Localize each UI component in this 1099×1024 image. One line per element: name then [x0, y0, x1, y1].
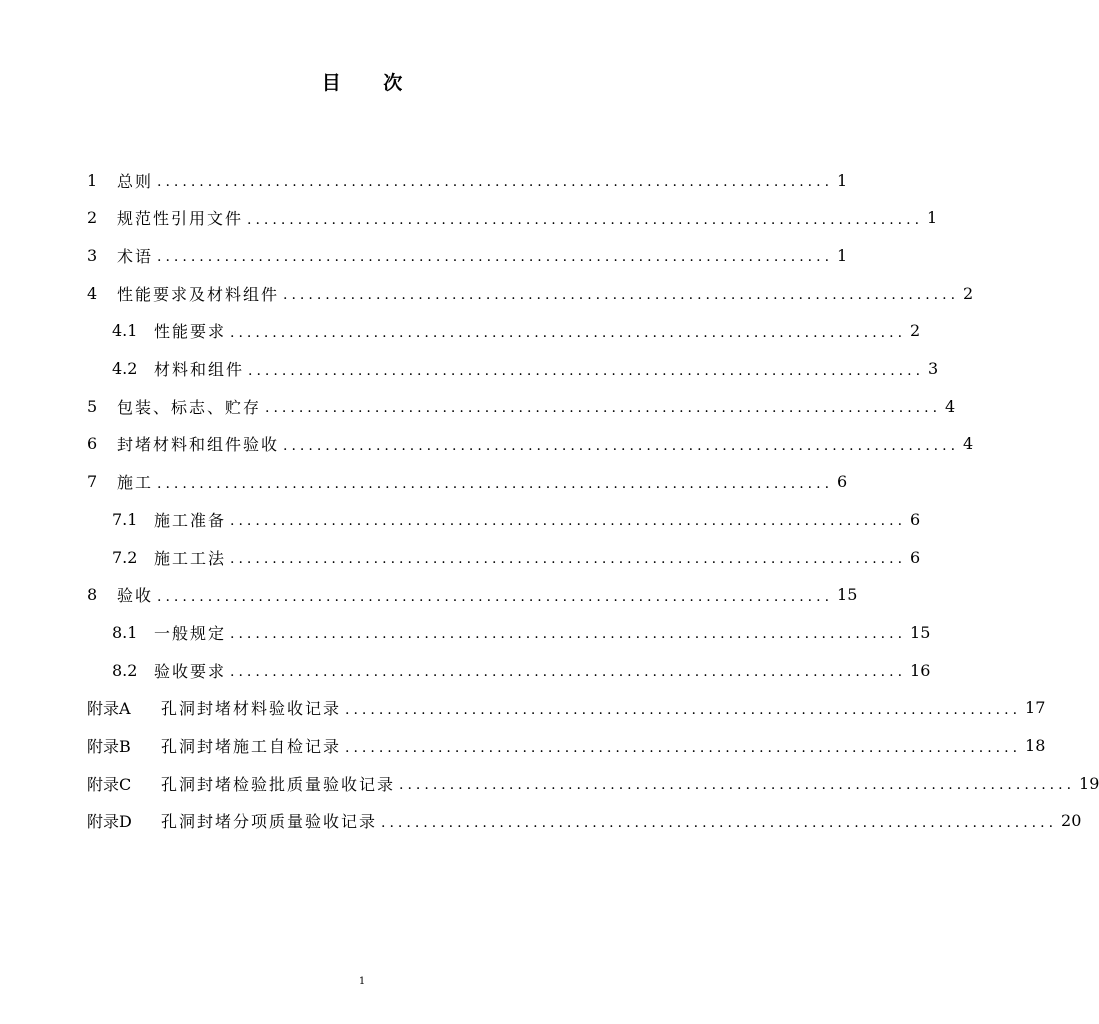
toc-entry-page: 6: [910, 547, 921, 567]
toc-dot-leader: ................................................................................: [345, 739, 1022, 756]
toc-entry-number: 附录B: [87, 737, 131, 756]
toc-entry-title: 施工工法: [154, 548, 227, 568]
toc-entry-page: 18: [1025, 736, 1046, 755]
toc-entry-title: 材料和组件: [154, 360, 245, 379]
toc-entry[interactable]: [87, 427, 974, 461]
toc-entry[interactable]: [87, 276, 974, 310]
toc-entry-page: 3: [928, 359, 939, 378]
toc-dot-leader: ................................................................................: [230, 513, 907, 530]
toc-entry-number: 7.1: [112, 509, 138, 529]
toc-entry-title: 一般规定: [154, 623, 227, 643]
toc-entry-number: 8.2: [112, 660, 138, 680]
toc-entry-title: 封堵材料和组件验收: [117, 435, 280, 455]
toc-entry-page: 2: [963, 283, 974, 303]
toc-entry-page: 20: [1061, 811, 1082, 831]
toc-dot-leader: ................................................................................: [230, 551, 907, 567]
toc-entry-number: 1: [87, 170, 98, 190]
toc-entry[interactable]: [87, 163, 848, 197]
toc-dot-leader: ................................................................................: [283, 437, 960, 454]
toc-dot-leader: ................................................................................: [345, 701, 1022, 718]
toc-dot-leader: ................................................................................: [265, 400, 942, 417]
toc-entry-page: 16: [910, 660, 931, 680]
toc-entry-number: 附录D: [87, 812, 132, 832]
toc-entry-number: 4.1: [112, 321, 138, 341]
toc-entry-title: 包装、标志、贮存: [117, 397, 262, 417]
toc-dot-leader: ................................................................................: [157, 249, 834, 266]
toc-dot-leader: ................................................................................: [399, 777, 1076, 794]
toc-entry-page: 15: [910, 622, 931, 642]
toc-entry-title: 性能要求及材料组件: [117, 284, 280, 304]
toc-entry-title: 施工准备: [154, 510, 227, 530]
toc-dot-leader: ................................................................................: [283, 287, 960, 304]
toc-entry[interactable]: [87, 201, 938, 235]
toc-entry[interactable]: [112, 502, 921, 536]
toc-entry-page: 4: [963, 434, 974, 454]
toc-entry-number: 4: [87, 283, 98, 303]
page-title: 目 次: [321, 72, 421, 94]
toc-entry-page: 2: [910, 321, 921, 341]
toc-entry-number: 8: [87, 585, 98, 605]
toc-entry-page: 17: [1025, 698, 1046, 718]
toc-entry-page: 15: [837, 585, 858, 605]
toc-entry[interactable]: [87, 691, 1046, 725]
toc-entry[interactable]: [87, 238, 848, 272]
toc-entry-title: 孔洞封堵检验批质量验收记录: [161, 774, 396, 794]
toc-entry[interactable]: [87, 389, 956, 423]
toc-entry[interactable]: [112, 615, 931, 649]
toc-entry-title: 验收要求: [154, 661, 227, 681]
toc-entry-title: 规范性引用文件: [117, 209, 244, 229]
toc-dot-leader: ................................................................................: [247, 211, 924, 228]
toc-dot-leader: ................................................................................: [381, 814, 1058, 831]
toc-entry-number: 7.2: [112, 547, 138, 567]
toc-entry-page: 1: [837, 245, 848, 265]
toc-entry-number: 附录C: [87, 774, 132, 794]
toc-entry-number: 3: [87, 245, 98, 265]
toc-entry-title: 总则: [117, 171, 154, 191]
toc-entry-number: 7: [87, 472, 98, 492]
toc-entry-page: 1: [837, 170, 848, 190]
toc-entry-number: 8.1: [112, 622, 138, 642]
toc-entry[interactable]: [87, 465, 848, 499]
toc-entry-title: 性能要求: [154, 322, 227, 342]
toc-entry[interactable]: [87, 804, 1082, 838]
toc-entry[interactable]: [87, 729, 1046, 763]
toc-entry-page: 19: [1079, 773, 1099, 793]
toc-entry[interactable]: [112, 540, 921, 574]
toc-entry-number: 6: [87, 434, 98, 454]
toc-entry-title: 孔洞封堵施工自检记录: [161, 737, 342, 756]
toc-entry-title: 术语: [117, 246, 154, 266]
toc-entry[interactable]: [87, 766, 1099, 800]
toc-entry-title: 孔洞封堵分项质量验收记录: [161, 812, 378, 832]
toc-dot-leader: ................................................................................: [248, 362, 925, 379]
toc-entry[interactable]: [87, 578, 858, 612]
toc-entry[interactable]: [112, 314, 921, 348]
toc-entry-title: 施工: [117, 473, 154, 493]
toc-entry-number: 5: [87, 396, 98, 416]
toc-entry-title: 孔洞封堵材料验收记录: [161, 699, 342, 719]
toc-entry[interactable]: [112, 653, 931, 687]
toc-entry-number: 附录A: [87, 699, 131, 719]
page-number: 1: [358, 976, 366, 987]
toc-dot-leader: ................................................................................: [157, 588, 834, 605]
toc-entry-title: 验收: [117, 586, 154, 606]
toc-dot-leader: ................................................................................: [230, 664, 907, 681]
toc-dot-leader: ................................................................................: [157, 174, 834, 190]
toc-entry-page: 6: [837, 472, 848, 492]
toc-entry-page: 4: [945, 396, 956, 416]
toc-entry-number: 2: [87, 208, 98, 228]
toc-dot-leader: ................................................................................: [157, 475, 834, 492]
toc-entry-page: 6: [910, 509, 921, 529]
toc-entry[interactable]: [112, 352, 939, 386]
toc-dot-leader: ................................................................................: [230, 626, 907, 643]
toc-dot-leader: ................................................................................: [230, 324, 907, 341]
toc-entry-number: 4.2: [112, 359, 138, 378]
toc-entry-page: 1: [927, 208, 938, 228]
